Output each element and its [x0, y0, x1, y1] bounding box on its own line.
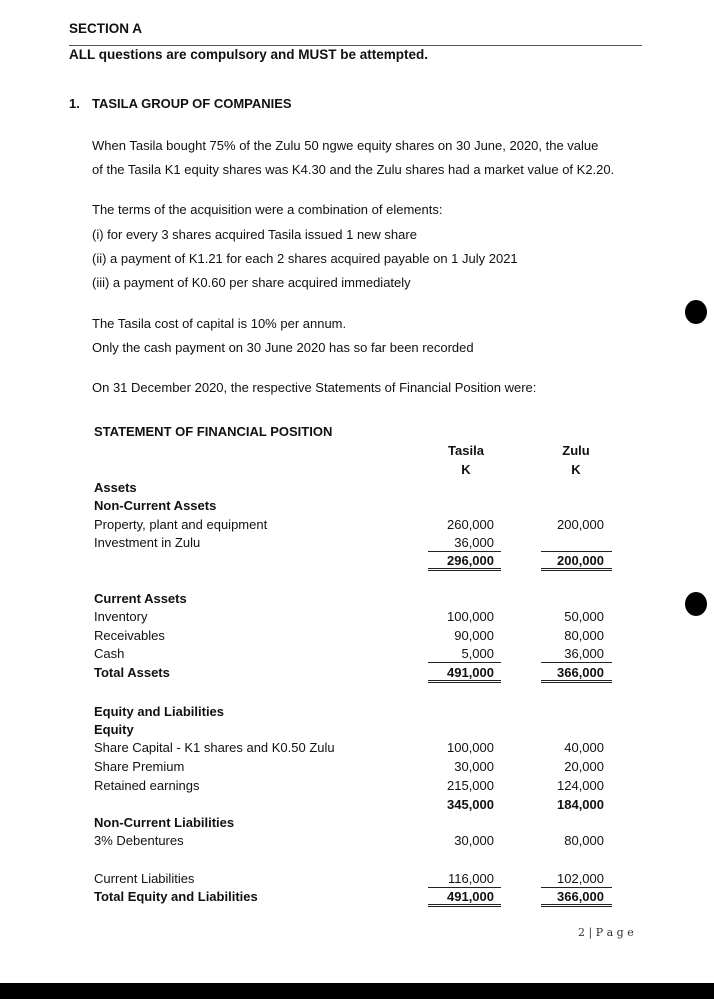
- equity-total-zulu: 184,000: [557, 797, 604, 812]
- scan-bottom-edge: [0, 983, 714, 999]
- inventory-zulu: 50,000: [564, 609, 604, 624]
- cost-of-capital-text: The Tasila cost of capital is 10% per annum.: [92, 316, 347, 331]
- rule: [541, 551, 612, 552]
- col-header-tasila: Tasila: [448, 443, 484, 458]
- receivables-zulu: 80,000: [564, 628, 604, 643]
- nca-total-tasila: 296,000: [428, 553, 501, 571]
- receivables-label: Receivables: [94, 628, 165, 643]
- share-premium-zulu: 20,000: [564, 759, 604, 774]
- nca-total-zulu: 200,000: [541, 553, 612, 571]
- sofp-title: STATEMENT OF FINANCIAL POSITION: [94, 424, 333, 439]
- term-item: (iii) a payment of K0.60 per share acquired immediately: [92, 275, 411, 290]
- total-assets-label: Total Assets: [94, 665, 170, 680]
- question-title: TASILA GROUP OF COMPANIES: [92, 96, 292, 111]
- col-unit-zulu: K: [571, 462, 581, 477]
- share-premium-tasila: 30,000: [454, 759, 494, 774]
- investment-zulu-tasila: 36,000: [454, 535, 494, 550]
- terms-heading: The terms of the acquisition were a combination of elements:: [92, 202, 443, 217]
- cash-zulu: 36,000: [564, 646, 604, 661]
- instruction-text: ALL questions are compulsory and MUST be attempted.: [69, 47, 429, 62]
- rule: [541, 662, 612, 663]
- share-capital-label: Share Capital - K1 shares and K0.50 Zulu: [94, 740, 335, 755]
- retained-earnings-label: Retained earnings: [94, 778, 200, 793]
- col-header-zulu: Zulu: [562, 443, 590, 458]
- ppe-zulu: 200,000: [557, 517, 604, 532]
- share-capital-zulu: 40,000: [564, 740, 604, 755]
- debentures-zulu: 80,000: [564, 833, 604, 848]
- col-unit-tasila: K: [461, 462, 471, 477]
- ppe-label: Property, plant and equipment: [94, 517, 268, 532]
- rule: [541, 887, 612, 888]
- debentures-label: 3% Debentures: [94, 833, 184, 848]
- equity-liabilities-heading: Equity and Liabilities: [94, 704, 225, 719]
- debentures-tasila: 30,000: [454, 833, 494, 848]
- page-number: 2 | P a g e: [578, 926, 634, 939]
- current-liabilities-label: Current Liabilities: [94, 871, 195, 886]
- total-assets-tasila: 491,000: [428, 665, 501, 683]
- punch-hole-mark: [685, 592, 707, 616]
- equity-total-tasila: 345,000: [447, 797, 494, 812]
- cash-label: Cash: [94, 646, 125, 661]
- cash-note-text: Only the cash payment on 30 June 2020 has so far been recorded: [92, 340, 474, 355]
- header-rule: [69, 45, 642, 46]
- investment-zulu-label: Investment in Zulu: [94, 535, 201, 550]
- sofp-intro-text: On 31 December 2020, the respective Statements of Financial Position were:: [92, 380, 537, 395]
- rule: [428, 662, 501, 663]
- section-heading: SECTION A: [69, 21, 143, 36]
- total-equity-liabilities-zulu: 366,000: [541, 889, 612, 907]
- equity-heading: Equity: [94, 722, 134, 737]
- total-equity-liabilities-label: Total Equity and Liabilities: [94, 889, 258, 904]
- punch-hole-mark: [685, 300, 707, 324]
- assets-heading: Assets: [94, 480, 137, 495]
- intro-line-1: When Tasila bought 75% of the Zulu 50 ngwe equity shares on 30 June, 2020, the value: [92, 138, 599, 153]
- share-premium-label: Share Premium: [94, 759, 185, 774]
- retained-earnings-zulu: 124,000: [557, 778, 604, 793]
- ncl-heading: Non-Current Liabilities: [94, 815, 235, 830]
- term-item: (i) for every 3 shares acquired Tasila issued 1 new share: [92, 227, 417, 242]
- receivables-tasila: 90,000: [454, 628, 494, 643]
- ppe-tasila: 260,000: [447, 517, 494, 532]
- retained-earnings-tasila: 215,000: [447, 778, 494, 793]
- nca-heading: Non-Current Assets: [94, 498, 217, 513]
- current-liabilities-zulu: 102,000: [557, 871, 604, 886]
- ca-heading: Current Assets: [94, 591, 187, 606]
- question-number: 1.: [69, 96, 80, 111]
- rule: [428, 551, 501, 552]
- share-capital-tasila: 100,000: [447, 740, 494, 755]
- total-assets-zulu: 366,000: [541, 665, 612, 683]
- inventory-label: Inventory: [94, 609, 148, 624]
- current-liabilities-tasila: 116,000: [447, 871, 494, 886]
- rule: [428, 887, 501, 888]
- term-item: (ii) a payment of K1.21 for each 2 shares acquired payable on 1 July 2021: [92, 251, 518, 266]
- intro-line-2: of the Tasila K1 equity shares was K4.30 and the Zulu shares had a market value of K2.20.: [92, 162, 615, 177]
- cash-tasila: 5,000: [461, 646, 494, 661]
- inventory-tasila: 100,000: [447, 609, 494, 624]
- total-equity-liabilities-tasila: 491,000: [428, 889, 501, 907]
